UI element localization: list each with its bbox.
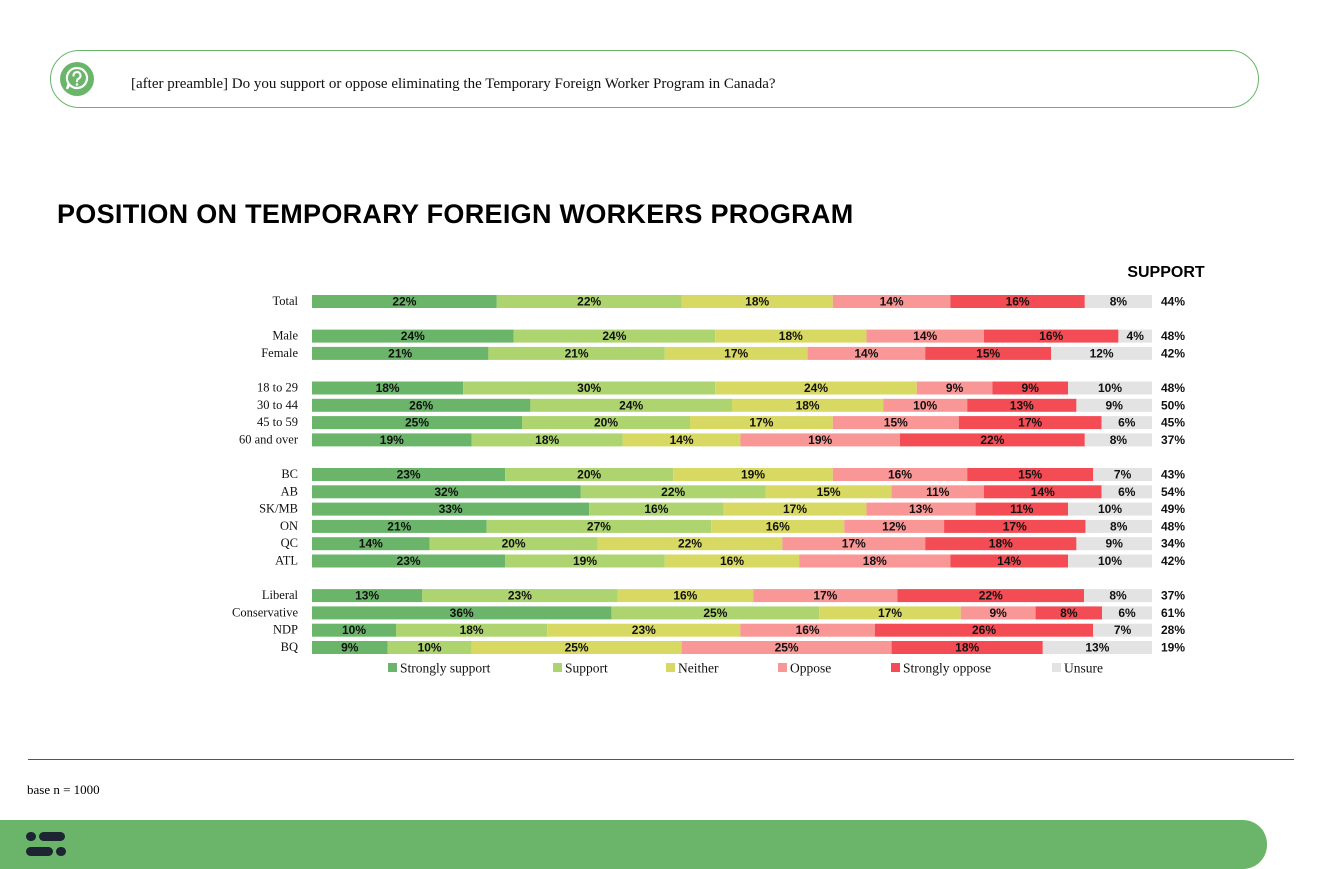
data-label: 9% bbox=[341, 640, 359, 655]
legend-swatch-neither bbox=[666, 663, 675, 672]
row-label: ON bbox=[279, 518, 298, 533]
data-label: 27% bbox=[586, 519, 611, 534]
support-total: 61% bbox=[1160, 605, 1186, 620]
data-label: 17% bbox=[841, 536, 866, 551]
data-label: 25% bbox=[774, 640, 799, 655]
row-label: NDP bbox=[272, 622, 298, 637]
support-total: 48% bbox=[1160, 329, 1186, 344]
data-label: 23% bbox=[396, 554, 421, 568]
data-label: 22% bbox=[661, 484, 686, 499]
data-label: 9% bbox=[989, 605, 1007, 620]
data-label: 14% bbox=[854, 346, 879, 361]
data-label: 9% bbox=[1021, 381, 1039, 395]
data-label: 14% bbox=[358, 536, 383, 551]
data-label: 22% bbox=[392, 294, 417, 309]
legend-label-support: Support bbox=[565, 660, 608, 676]
data-label: 10% bbox=[1097, 502, 1123, 517]
data-label: 25% bbox=[703, 605, 728, 620]
data-label: 18% bbox=[988, 536, 1013, 551]
data-label: 8% bbox=[1109, 588, 1127, 603]
data-label: 4% bbox=[1126, 329, 1144, 344]
data-label: 14% bbox=[913, 329, 938, 344]
data-label: 17% bbox=[724, 346, 749, 361]
data-label: 12% bbox=[882, 519, 907, 534]
brand-logo-icon bbox=[24, 830, 68, 860]
data-label: 18% bbox=[795, 398, 820, 413]
row-label: 18 to 29 bbox=[257, 380, 298, 395]
chart-title: POSITION ON TEMPORARY FOREIGN WORKERS PROGRAM bbox=[57, 199, 854, 229]
data-label: 36% bbox=[449, 605, 474, 620]
row-label: QC bbox=[280, 536, 298, 551]
support-total: 48% bbox=[1160, 381, 1186, 395]
data-label: 22% bbox=[677, 536, 703, 551]
data-label: 16% bbox=[887, 467, 913, 482]
row-label: Total bbox=[272, 294, 298, 308]
legend-label-strongly-support: Strongly support bbox=[400, 660, 491, 676]
data-label: 17% bbox=[1002, 519, 1027, 534]
data-label: 13% bbox=[1085, 640, 1110, 655]
row-label: 45 to 59 bbox=[257, 415, 298, 430]
legend-swatch-strongly-support bbox=[388, 663, 397, 672]
row-label: Conservative bbox=[232, 605, 298, 620]
row-label: Liberal bbox=[261, 588, 298, 603]
data-label: 13% bbox=[355, 588, 380, 603]
data-label: 13% bbox=[908, 502, 934, 517]
data-label: 24% bbox=[602, 329, 627, 344]
data-label: 8% bbox=[1060, 605, 1078, 620]
support-total: 44% bbox=[1160, 294, 1186, 309]
support-total: 48% bbox=[1160, 519, 1186, 534]
support-total: 37% bbox=[1160, 432, 1186, 447]
footer-divider bbox=[28, 759, 1294, 760]
data-label: 25% bbox=[564, 640, 589, 655]
data-label: 6% bbox=[1118, 605, 1136, 620]
support-total: 42% bbox=[1160, 346, 1186, 361]
data-label: 18% bbox=[745, 294, 770, 309]
data-label: 6% bbox=[1118, 484, 1136, 499]
row-label: AB bbox=[280, 484, 298, 499]
row-label: 60 and over bbox=[238, 432, 298, 447]
data-label: 21% bbox=[564, 346, 589, 361]
data-label: 11% bbox=[1010, 502, 1034, 517]
data-label: 18% bbox=[459, 623, 484, 638]
data-label: 10% bbox=[913, 398, 938, 413]
data-label: 16% bbox=[795, 623, 820, 638]
data-label: 23% bbox=[507, 588, 532, 603]
data-label: 7% bbox=[1113, 467, 1132, 482]
legend-swatch-oppose bbox=[778, 663, 787, 672]
question-text: [after preamble] Do you support or oppose eliminating the Temporary Foreign Worker Program in Canada? bbox=[131, 76, 776, 92]
legend-label-neither: Neither bbox=[678, 660, 719, 676]
data-label: 20% bbox=[577, 467, 602, 482]
data-label: 13% bbox=[1009, 398, 1034, 413]
row-label: 30 to 44 bbox=[257, 397, 298, 412]
data-label: 16% bbox=[1039, 329, 1064, 344]
data-label: 15% bbox=[883, 415, 908, 430]
data-label: 14% bbox=[879, 294, 904, 309]
support-total: 50% bbox=[1160, 398, 1186, 413]
legend-label-oppose: Oppose bbox=[790, 660, 832, 676]
support-total: 49% bbox=[1160, 502, 1186, 517]
data-label: 14% bbox=[1030, 484, 1055, 499]
data-label: 16% bbox=[673, 588, 698, 603]
data-label: 10% bbox=[1097, 381, 1123, 395]
data-label: 33% bbox=[438, 502, 463, 517]
data-label: 14% bbox=[669, 432, 694, 447]
data-label: 8% bbox=[1109, 294, 1128, 309]
data-label: 32% bbox=[434, 484, 459, 499]
data-label: 22% bbox=[980, 432, 1005, 447]
data-label: 19% bbox=[379, 432, 404, 447]
data-label: 23% bbox=[631, 623, 656, 638]
support-total: 19% bbox=[1160, 640, 1186, 655]
data-label: 19% bbox=[572, 554, 598, 568]
data-label: 16% bbox=[719, 554, 745, 568]
data-label: 26% bbox=[409, 398, 434, 413]
data-label: 9% bbox=[1105, 536, 1123, 551]
data-label: 15% bbox=[1018, 467, 1043, 482]
data-label: 9% bbox=[945, 381, 964, 395]
data-label: 22% bbox=[577, 294, 602, 309]
data-label: 18% bbox=[778, 329, 803, 344]
data-label: 17% bbox=[749, 415, 774, 430]
data-label: 10% bbox=[417, 640, 442, 655]
data-label: 24% bbox=[400, 329, 425, 344]
data-label: 19% bbox=[740, 467, 766, 482]
row-label: Female bbox=[261, 345, 298, 360]
data-label: 16% bbox=[1005, 294, 1030, 309]
support-total: 45% bbox=[1160, 415, 1186, 430]
row-label: BQ bbox=[280, 640, 298, 654]
data-label: 16% bbox=[765, 519, 790, 534]
data-label: 17% bbox=[878, 605, 903, 620]
data-label: 21% bbox=[387, 519, 412, 534]
data-label: 6% bbox=[1118, 415, 1136, 430]
data-label: 24% bbox=[619, 398, 644, 413]
data-label: 10% bbox=[341, 623, 367, 638]
data-label: 21% bbox=[388, 346, 413, 361]
data-label: 18% bbox=[955, 640, 980, 655]
data-label: 18% bbox=[375, 381, 400, 395]
row-label: SK/MB bbox=[259, 501, 298, 516]
data-label: 14% bbox=[997, 554, 1022, 568]
row-label: Male bbox=[272, 328, 298, 343]
data-label: 22% bbox=[978, 588, 1003, 603]
data-label: 24% bbox=[803, 381, 829, 395]
data-label: 17% bbox=[782, 502, 808, 517]
support-total: 54% bbox=[1160, 484, 1186, 499]
data-label: 20% bbox=[501, 536, 526, 551]
footer-band bbox=[0, 820, 1267, 869]
data-label: 15% bbox=[816, 484, 841, 499]
data-label: 16% bbox=[644, 502, 669, 517]
base-note: base n = 1000 bbox=[27, 782, 100, 797]
data-label: 9% bbox=[1105, 398, 1123, 413]
legend-label-strongly-oppose: Strongly oppose bbox=[903, 660, 992, 676]
row-label: BC bbox=[281, 467, 298, 481]
data-label: 17% bbox=[813, 588, 838, 603]
support-total: 28% bbox=[1160, 623, 1186, 638]
data-label: 26% bbox=[971, 623, 997, 638]
support-column-header: SUPPORT bbox=[1127, 264, 1205, 281]
data-label: 17% bbox=[1018, 415, 1043, 430]
support-total: 37% bbox=[1160, 588, 1186, 603]
data-label: 20% bbox=[593, 415, 619, 430]
legend-swatch-strongly-oppose bbox=[891, 663, 900, 672]
legend-swatch-unsure bbox=[1052, 663, 1061, 672]
legend-label-unsure: Unsure bbox=[1064, 660, 1103, 676]
data-label: 15% bbox=[976, 346, 1001, 361]
data-label: 8% bbox=[1109, 432, 1128, 447]
data-label: 8% bbox=[1110, 519, 1128, 534]
data-label: 18% bbox=[862, 554, 887, 568]
data-label: 19% bbox=[808, 432, 833, 447]
data-label: 23% bbox=[396, 467, 421, 482]
data-label: 11% bbox=[926, 484, 950, 499]
data-label: 10% bbox=[1097, 554, 1123, 568]
support-total: 43% bbox=[1160, 467, 1186, 482]
data-label: 18% bbox=[535, 432, 560, 447]
support-total: 42% bbox=[1160, 554, 1186, 568]
legend-swatch-support bbox=[553, 663, 562, 672]
data-label: 30% bbox=[577, 381, 602, 395]
support-total: 34% bbox=[1160, 536, 1186, 551]
data-label: 12% bbox=[1089, 346, 1114, 361]
data-label: 7% bbox=[1113, 623, 1132, 638]
data-label: 25% bbox=[404, 415, 430, 430]
row-label: ATL bbox=[275, 553, 298, 568]
